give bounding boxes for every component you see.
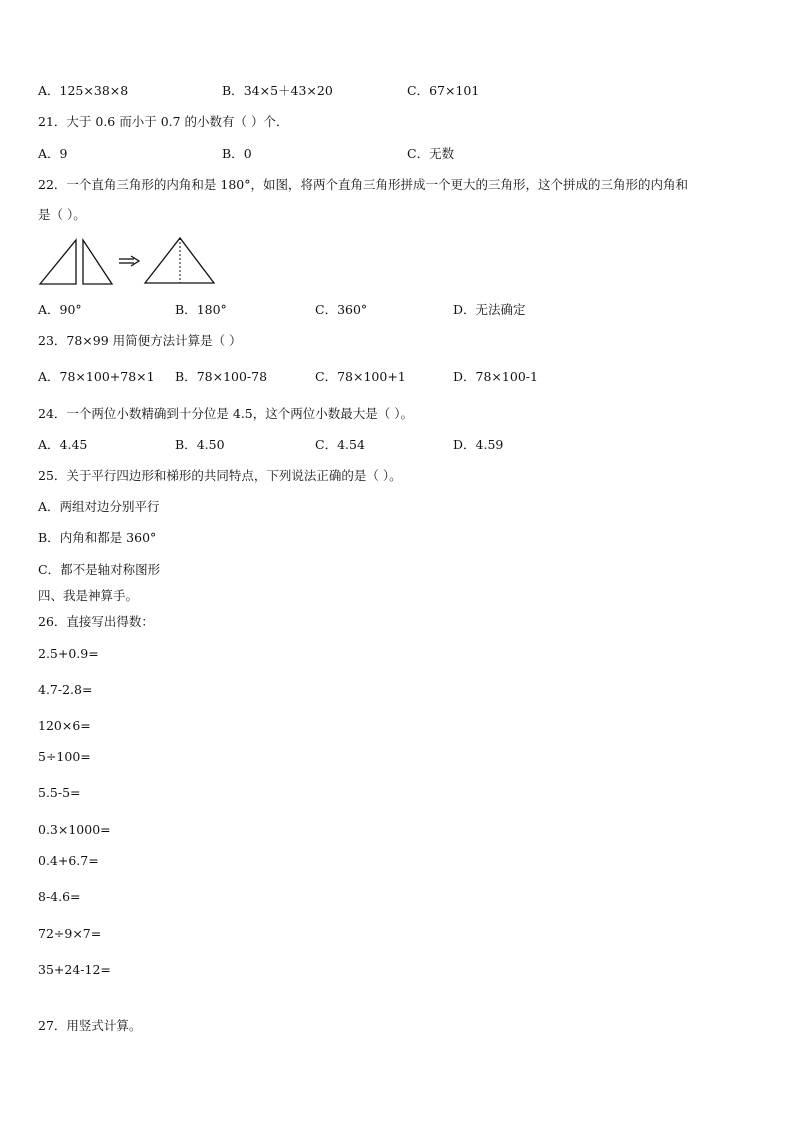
calc-item: 0.3×1000=: [38, 822, 111, 837]
right-triangle-right: [83, 240, 112, 284]
triangles-figure: [38, 234, 218, 286]
section-heading: 四、我是神算手。: [38, 588, 139, 603]
calc-item: 120×6=: [38, 718, 91, 733]
calc-item: 35+24-12=: [38, 962, 111, 977]
q20-option-b: B．34×5＋43×20: [222, 83, 333, 98]
q22-stem-line2: 是（ ）。: [38, 207, 86, 222]
calc-item: 5.5-5=: [38, 785, 81, 800]
combined-triangle: [145, 238, 214, 283]
q21-option-c: C．无数: [407, 146, 455, 161]
q20-option-c: C．67×101: [407, 83, 480, 98]
q25-option-a: A．两组对边分别平行: [38, 499, 160, 514]
calc-item: 72÷9×7=: [38, 926, 102, 941]
q21-stem: 21．大于 0.6 而小于 0.7 的小数有（ ）个．: [38, 114, 289, 129]
q24-option-a: A．4.45: [38, 437, 88, 452]
right-triangle-left: [40, 240, 76, 284]
calc-item: 0.4+6.7=: [38, 853, 99, 868]
q23-option-d: D．78×100-1: [453, 369, 538, 384]
arrow-right-icon: [119, 256, 139, 266]
q24-stem: 24．一个两位小数精确到十分位是 4.5，这个两位小数最大是（ ）。: [38, 406, 413, 421]
q26-stem: 26．直接写出得数：: [38, 614, 154, 629]
q22-option-d: D．无法确定: [453, 302, 526, 317]
q25-option-c: C．都不是轴对称图形: [38, 562, 161, 577]
q25-stem: 25．关于平行四边形和梯形的共同特点，下列说法正确的是（ ）。: [38, 468, 402, 483]
q24-option-d: D．4.59: [453, 437, 504, 452]
calc-item: 8-4.6=: [38, 889, 81, 904]
q20-option-a: A．125×38×8: [38, 83, 129, 98]
q22-option-b: B．180°: [175, 302, 227, 317]
calc-item: 5÷100=: [38, 749, 91, 764]
q25-option-b: B．内角和都是 360°: [38, 530, 157, 545]
q27-stem: 27．用竖式计算。: [38, 1018, 142, 1033]
q23-option-a: A．78×100+78×1: [38, 369, 155, 384]
q22-stem-line1: 22．一个直角三角形的内角和是 180°，如图，将两个直角三角形拼成一个更大的三角形，这个拼成的三角形的内角和: [38, 177, 688, 192]
calc-item: 4.7-2.8=: [38, 682, 93, 697]
q22-option-c: C．360°: [315, 302, 368, 317]
q23-option-c: C．78×100+1: [315, 369, 406, 384]
q23-option-b: B．78×100-78: [175, 369, 268, 384]
q21-option-b: B．0: [222, 146, 252, 161]
q24-option-b: B．4.50: [175, 437, 225, 452]
calc-item: 2.5+0.9=: [38, 646, 99, 661]
q24-option-c: C．4.54: [315, 437, 365, 452]
q22-option-a: A．90°: [38, 302, 82, 317]
q21-option-a: A．9: [38, 146, 68, 161]
q23-stem: 23．78×99 用简便方法计算是（ ）: [38, 333, 242, 348]
